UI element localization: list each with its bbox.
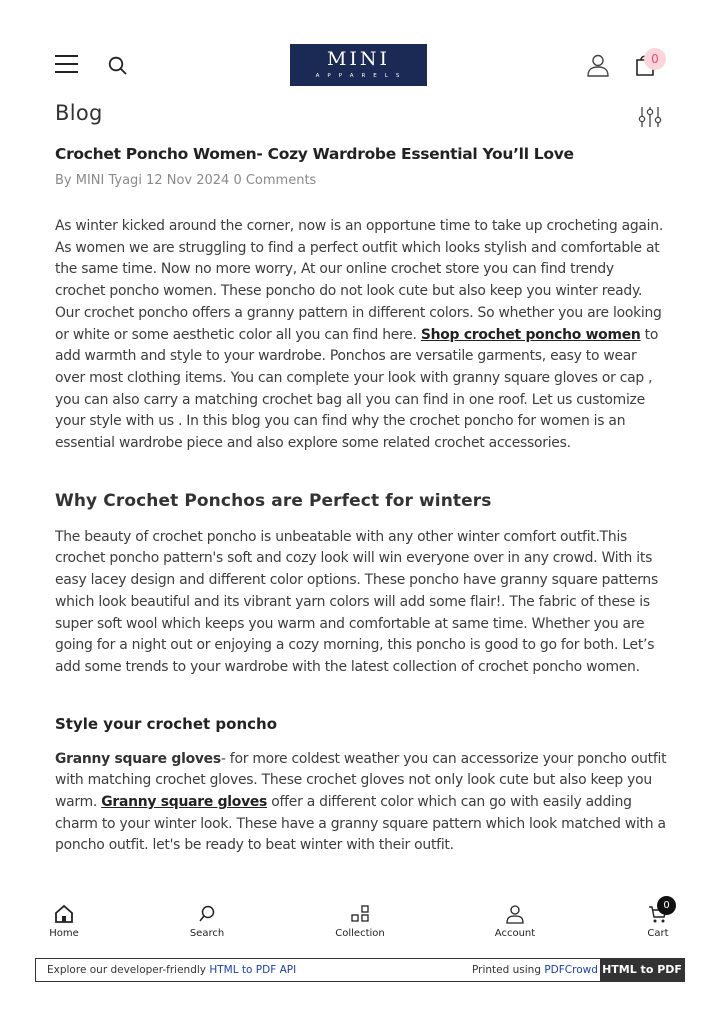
site-header [0, 0, 720, 100]
nav-cart-label: Cart [647, 928, 669, 939]
shop-poncho-link[interactable]: Shop crochet poncho women [420, 326, 641, 343]
nav-account-label: Account [494, 928, 536, 939]
filter-icon[interactable] [638, 106, 662, 128]
bottom-navigation [0, 890, 720, 946]
nav-search[interactable] [162, 890, 252, 939]
nav-home[interactable] [19, 890, 109, 939]
logo-sub-text: APPARELS [315, 73, 408, 79]
page-title: Blog [55, 101, 103, 125]
logo-main-text: MINI [326, 48, 391, 70]
user-icon[interactable] [586, 53, 610, 77]
pdf-left-message [47, 964, 296, 976]
menu-icon[interactable] [55, 55, 78, 75]
section-heading-style: Style your crochet poncho [55, 714, 277, 733]
pdf-right-text: Printed using [472, 964, 545, 976]
user-icon [505, 904, 525, 924]
brand-logo[interactable] [290, 44, 427, 86]
html-to-pdf-api-link[interactable]: HTML to PDF API [209, 964, 297, 976]
style-text-b: offer a different color which can go with easily adding charm to your winter look. These have a granny square pattern which look matched with a poncho outfit. let's be ready to beat winter with their outfit. [55, 794, 666, 854]
pdf-right-message [472, 964, 598, 976]
grid-icon [350, 904, 370, 924]
nav-collection[interactable] [315, 890, 405, 939]
nav-cart[interactable] [613, 890, 703, 939]
intro-text-a: As winter kicked around the corner, now is an opportune time to take up crocheting again. As women we are struggling to find a perfect outfit which looks stylish and comfortable at the same time. Now no more worry, At our online crochet store you can find trendy crochet poncho women. These poncho do not look cute but also keep you winter ready. Our crochet poncho offers a granny pattern in different colors. So whether you are looking or white or some aesthetic color all you can find here. [55, 218, 664, 343]
home-icon [54, 904, 74, 924]
nav-search-label: Search [189, 928, 225, 939]
nav-cart-badge: 0 [657, 896, 676, 915]
search-icon [197, 904, 217, 924]
section-paragraph-why: The beauty of crochet poncho is unbeatable with any other winter comfort outfit.This crochet poncho pattern's soft and cozy look will win everyone over in any crowd. With its easy lacey design and different color options. These poncho have granny square patterns which look beautiful and its vibrant yarn colors will add some flair!. The fabric of these is super soft wool which keeps you warm and comfortable at same time. Whether you are going for a night out or enjoying a cozy morning, this poncho is good to go for both. Let’s add some trends to your wardrobe with the latest collection of crochet poncho women. [55, 528, 658, 675]
nav-home-label: Home [49, 928, 79, 939]
pdf-promo-bar [35, 958, 685, 982]
article-content [55, 142, 667, 890]
pdf-left-text: Explore our developer-friendly [47, 964, 210, 976]
post-meta: By MINI Tyagi 12 Nov 2024 0 Comments [55, 173, 317, 188]
search-icon[interactable] [108, 56, 128, 76]
granny-gloves-link[interactable]: Granny square gloves [101, 794, 268, 811]
intro-paragraph [55, 216, 667, 455]
style-text-a: - for more coldest weather you can accessorize your poncho outfit with matching crochet gloves. These crochet gloves not only look cute but also keep you warm. [55, 750, 667, 811]
nav-account[interactable] [470, 890, 560, 939]
section-heading-why: Why Crochet Ponchos are Perfect for winters [55, 490, 492, 511]
section-paragraph-style [55, 749, 667, 858]
html-to-pdf-button[interactable]: HTML to PDF [600, 959, 684, 981]
intro-text-b: to add warmth and style to your wardrobe. Ponchos are versatile garments, easy to wear over most clothing items. You can complete your look with granny square gloves or cap , you can also carry a matching crochet bag all you can find in one roof. Let us customize your style with us . In this blog you can find why the crochet poncho for women is an essential wardrobe piece and also explore some related crochet accessories. [55, 326, 659, 452]
cart-count-badge: 0 [644, 48, 666, 70]
nav-collection-label: Collection [335, 928, 385, 939]
post-title: Crochet Poncho Women- Cozy Wardrobe Essential You’ll Love [55, 145, 574, 163]
pdfcrowd-link[interactable]: PDFCrowd [544, 964, 598, 976]
gloves-bold-label: Granny square gloves [55, 750, 221, 767]
